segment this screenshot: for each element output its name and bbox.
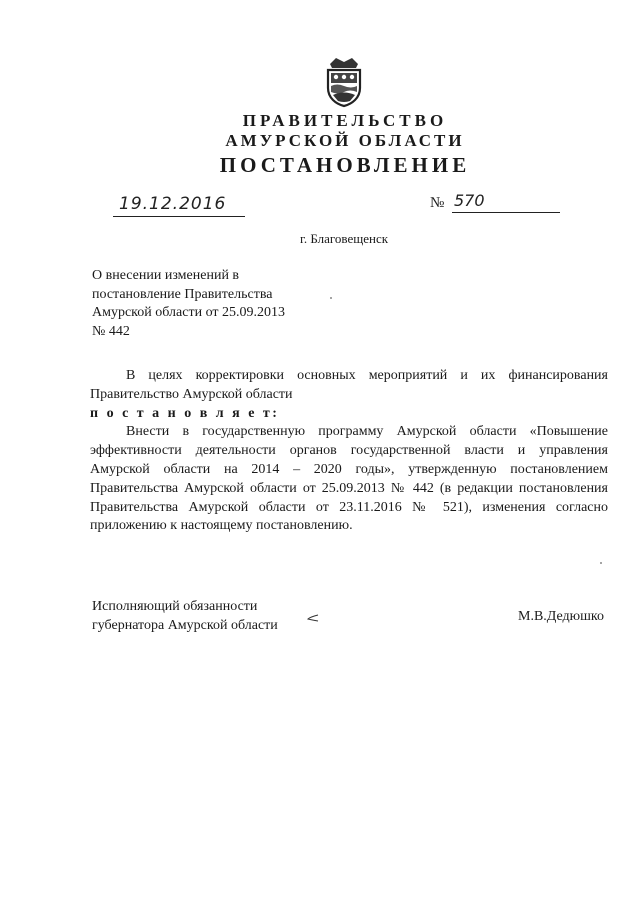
preamble-paragraph: В целях корректировки основных мероприятий и их финансирования Правительство Амурской области	[90, 368, 608, 402]
handwritten-date: 19.12.2016	[119, 194, 227, 214]
subject-line: Амурской области от 25.09.2013	[92, 305, 285, 320]
coat-of-arms-icon	[322, 56, 366, 108]
subject-line: постановление Правительства	[92, 286, 273, 302]
number-label: №	[430, 195, 445, 211]
handwritten-number: 570	[454, 191, 485, 210]
position-line: губернатора Амурской области	[92, 618, 278, 633]
document-type: ПОСТАНОВЛЕНИЕ	[219, 153, 471, 177]
number-field	[452, 192, 560, 213]
scan-speck	[330, 297, 332, 299]
document-body	[90, 367, 608, 536]
signatory-position	[92, 597, 278, 635]
resolve-word: п о с т а н о в л я е т:	[90, 405, 280, 421]
subject-line: № 442	[92, 323, 130, 339]
date-field	[113, 196, 245, 217]
government-region: АМУРСКОЙ ОБЛАСТИ	[225, 131, 465, 150]
subject-line: О внесении изменений в	[92, 268, 240, 283]
scan-speck	[600, 562, 602, 564]
government-title: ПРАВИТЕЛЬСТВО	[242, 111, 448, 130]
signature-mark-icon	[306, 613, 320, 623]
city-label: г. Благовещенск	[300, 231, 389, 246]
position-line: Исполняющий обязанности	[92, 599, 258, 614]
main-paragraph: Внести в государственную программу Амурской области «Повышение эффективности деятельности органов государственной власти и управления Амурской области на 2014 – 2020 годы», утвержденную постановлением Правительства Амурской области от 25.09.2013 № 442 (в редакции постановления Правительства Амурской области от 23.11.2016 № 521), изменения согласно приложению к настоящему постановлению.	[90, 424, 608, 534]
document-subject	[92, 267, 332, 341]
signatory-name: М.В.Дедюшко	[518, 609, 604, 624]
